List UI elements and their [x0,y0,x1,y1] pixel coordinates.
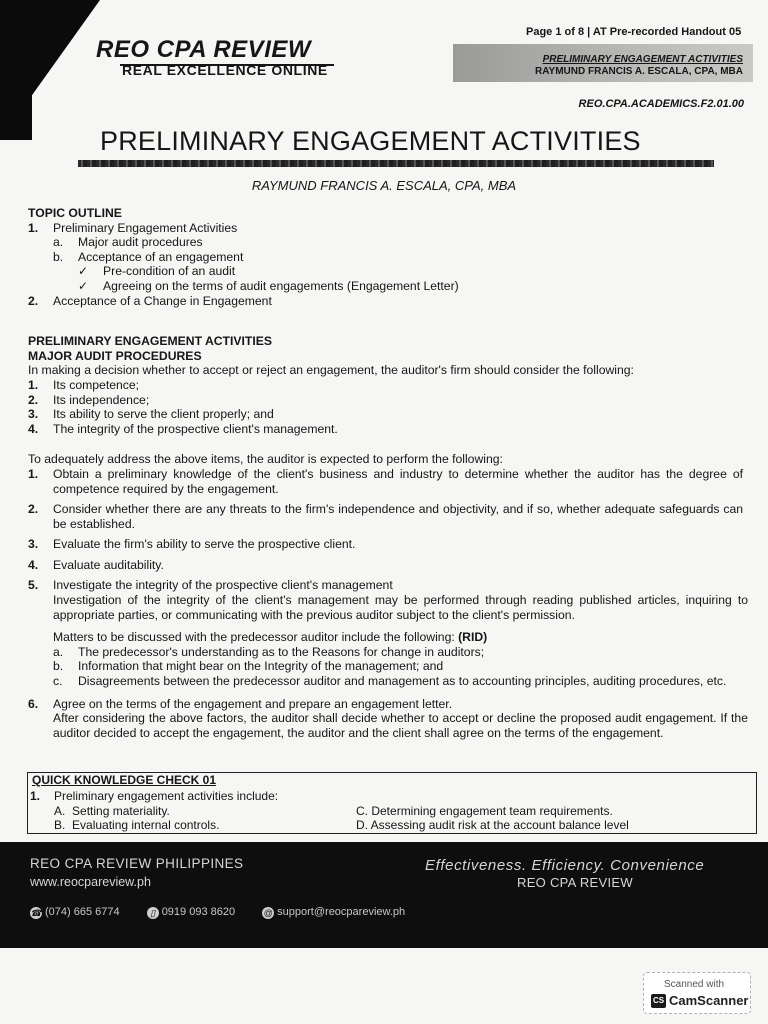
corner-shadow-edge [0,0,32,140]
page-footer [0,842,768,948]
matter-text: The predecessor's understanding as to the Reasons for change in auditors; [78,644,485,659]
step-number: 6. [28,696,39,711]
mobile-contact [147,906,247,918]
email-address[interactable]: support@reocpareview.ph [277,906,406,918]
option-d [356,818,629,832]
subsection-heading: MAJOR AUDIT PROCEDURES [28,348,202,363]
item-text: The integrity of the prospective client's management. [53,421,338,436]
document-body [28,206,748,740]
option-b [54,818,219,832]
footer-tagline-brand: REO CPA REVIEW [517,875,633,890]
outline-text: Agreeing on the terms of audit engagements (Engagement Letter) [103,278,459,293]
outline-text: Major audit procedures [78,235,203,250]
option-key: A. [54,804,66,818]
outline-letter: b. [53,249,64,264]
option-key: C. [356,804,368,818]
matters-intro-row [28,630,748,645]
footer-website[interactable]: www.reocpareview.ph [30,875,151,889]
consideration-item [28,422,748,437]
camscanner-logo-icon: CS [651,994,666,1008]
intro-paragraph: In making a decision whether to accept or reject an engagement, the auditor's firm should consider the following: [28,363,634,378]
step6-detail: After considering the above factors, the auditor shall decide whether to accept or decline the proposed audit engagement. If the auditor decided to accept the engagement, the auditor and the client shall agree on the terms of the engagement. [53,711,748,740]
item-number: 3. [28,407,39,422]
item-text: Its ability to serve the client properly; and [53,407,274,422]
title-divider [78,160,714,167]
matter-letter: a. [53,644,64,659]
step-number: 5. [28,578,39,593]
header-box-title: PRELIMINARY ENGAGEMENT ACTIVITIES [542,54,743,65]
option-c [356,804,613,818]
item-number: 4. [28,421,39,436]
matter-text: Information that might bear on the Integrity of the management; and [78,659,444,674]
outline-item [28,235,748,250]
outline-item [28,221,748,236]
outline-text: Acceptance of an engagement [78,249,244,264]
step-text: Agree on the terms of the engagement and prepare an engagement letter. [53,696,453,711]
footer-org: REO CPA REVIEW PHILIPPINES [30,856,244,871]
step-text: Consider whether there are any threats to the firm's independence and objectivity, and if so, whether adequate safeguards can be established. [53,502,743,531]
step-text: Evaluate auditability. [53,557,164,572]
checkmark-icon: ✓ [78,278,89,293]
outline-text: Preliminary Engagement Activities [53,220,238,235]
section-heading: PRELIMINARY ENGAGEMENT ACTIVITIES [28,334,272,349]
outline-item [28,294,748,309]
scanner-label: Scanned with [664,979,725,990]
matter-item [28,659,748,674]
brand-logo-title: REO CPA REVIEW [96,36,312,63]
outline-text: Pre-condition of an audit [103,264,236,279]
option-a [54,804,170,818]
phone-number: (074) 665 6774 [45,906,120,918]
page-info: Page 1 of 8 | AT Pre-recorded Handout 05 [526,26,742,38]
header-box-author: RAYMUND FRANCIS A. ESCALA, CPA, MBA [535,66,743,77]
checkmark-icon: ✓ [78,264,89,279]
knowledge-check-box [27,772,757,834]
option-text: Assessing audit risk at the account balance level [370,818,629,832]
matter-item [28,645,748,660]
step-number: 2. [28,502,39,517]
scanner-brand: CamScanner [669,993,749,1008]
step-item [28,558,748,573]
scanner-watermark [643,972,751,1014]
outline-item [28,264,748,279]
mobile-icon: ▯ [147,907,159,919]
option-key: B. [54,818,66,832]
email-contact [262,906,417,918]
option-key: D. [356,818,368,832]
step-item [28,537,748,552]
question-text: Preliminary engagement activities include: [54,789,279,803]
option-text: Determining engagement team requirements. [371,804,613,818]
step-item [28,578,748,593]
step-number: 1. [28,466,39,481]
matters-intro: Matters to be discussed with the predecessor auditor include the following: [53,630,455,645]
matters-tag: (RID) [458,630,488,645]
step-number: 4. [28,557,39,572]
outline-text: Acceptance of a Change in Engagement [53,293,272,308]
topic-outline-heading: TOPIC OUTLINE [28,206,122,220]
option-text: Evaluating internal controls. [72,818,220,832]
phone-icon: ☎ [30,908,42,918]
item-number: 1. [28,377,39,392]
document-code: REO.CPA.ACADEMICS.F2.01.00 [578,98,744,110]
phone-contact [30,906,132,918]
outline-item [28,279,748,294]
outline-item [28,250,748,265]
step-text: Investigate the integrity of the prospective client's management [53,578,393,593]
outline-number: 2. [28,293,39,308]
item-number: 2. [28,392,39,407]
matter-text: Disagreements between the predecessor auditor and management as to accounting principles, auditing procedures, etc. [78,674,727,689]
knowledge-check-question [30,789,278,803]
step-number: 3. [28,537,39,552]
intro-paragraph-2: To adequately address the above items, the auditor is expected to perform the following: [28,452,503,467]
knowledge-check-heading: QUICK KNOWLEDGE CHECK 01 [32,773,217,787]
mobile-number: 0919 093 8620 [161,906,236,918]
consideration-item [28,407,748,422]
footer-contacts [30,906,429,919]
outline-letter: a. [53,235,64,250]
page-title: PRELIMINARY ENGAGEMENT ACTIVITIES [100,126,641,156]
consideration-item [28,393,748,408]
header-info-box [453,44,753,82]
step5-detail: Investigation of the integrity of the client's management may be performed through reading published articles, inquiring to appropriate parties, or communicating with the previous auditor subject to the client's permission. [53,593,748,622]
footer-tagline: Effectiveness. Efficiency. Convenience [425,857,705,874]
item-text: Its independence; [53,392,150,407]
matter-item [28,674,748,689]
item-text: Its competence; [53,377,140,392]
consideration-item [28,378,748,393]
matter-letter: b. [53,659,64,674]
question-number: 1. [30,789,41,803]
step-text: Obtain a preliminary knowledge of the client's business and industry to determine whether the auditor has the degree of competence required by the engagement. [53,466,743,496]
mail-icon: @ [263,908,273,918]
outline-number: 1. [28,220,39,235]
matter-letter: c. [53,674,63,689]
step-item [28,467,748,496]
option-text: Setting materiality. [72,804,170,818]
step-text: Evaluate the firm's ability to serve the prospective client. [53,537,356,552]
author-line: RAYMUND FRANCIS A. ESCALA, CPA, MBA [251,178,517,193]
brand-logo-subtitle: REAL EXCELLENCE ONLINE [122,62,328,78]
step-item [28,502,748,531]
step-item [28,697,748,712]
